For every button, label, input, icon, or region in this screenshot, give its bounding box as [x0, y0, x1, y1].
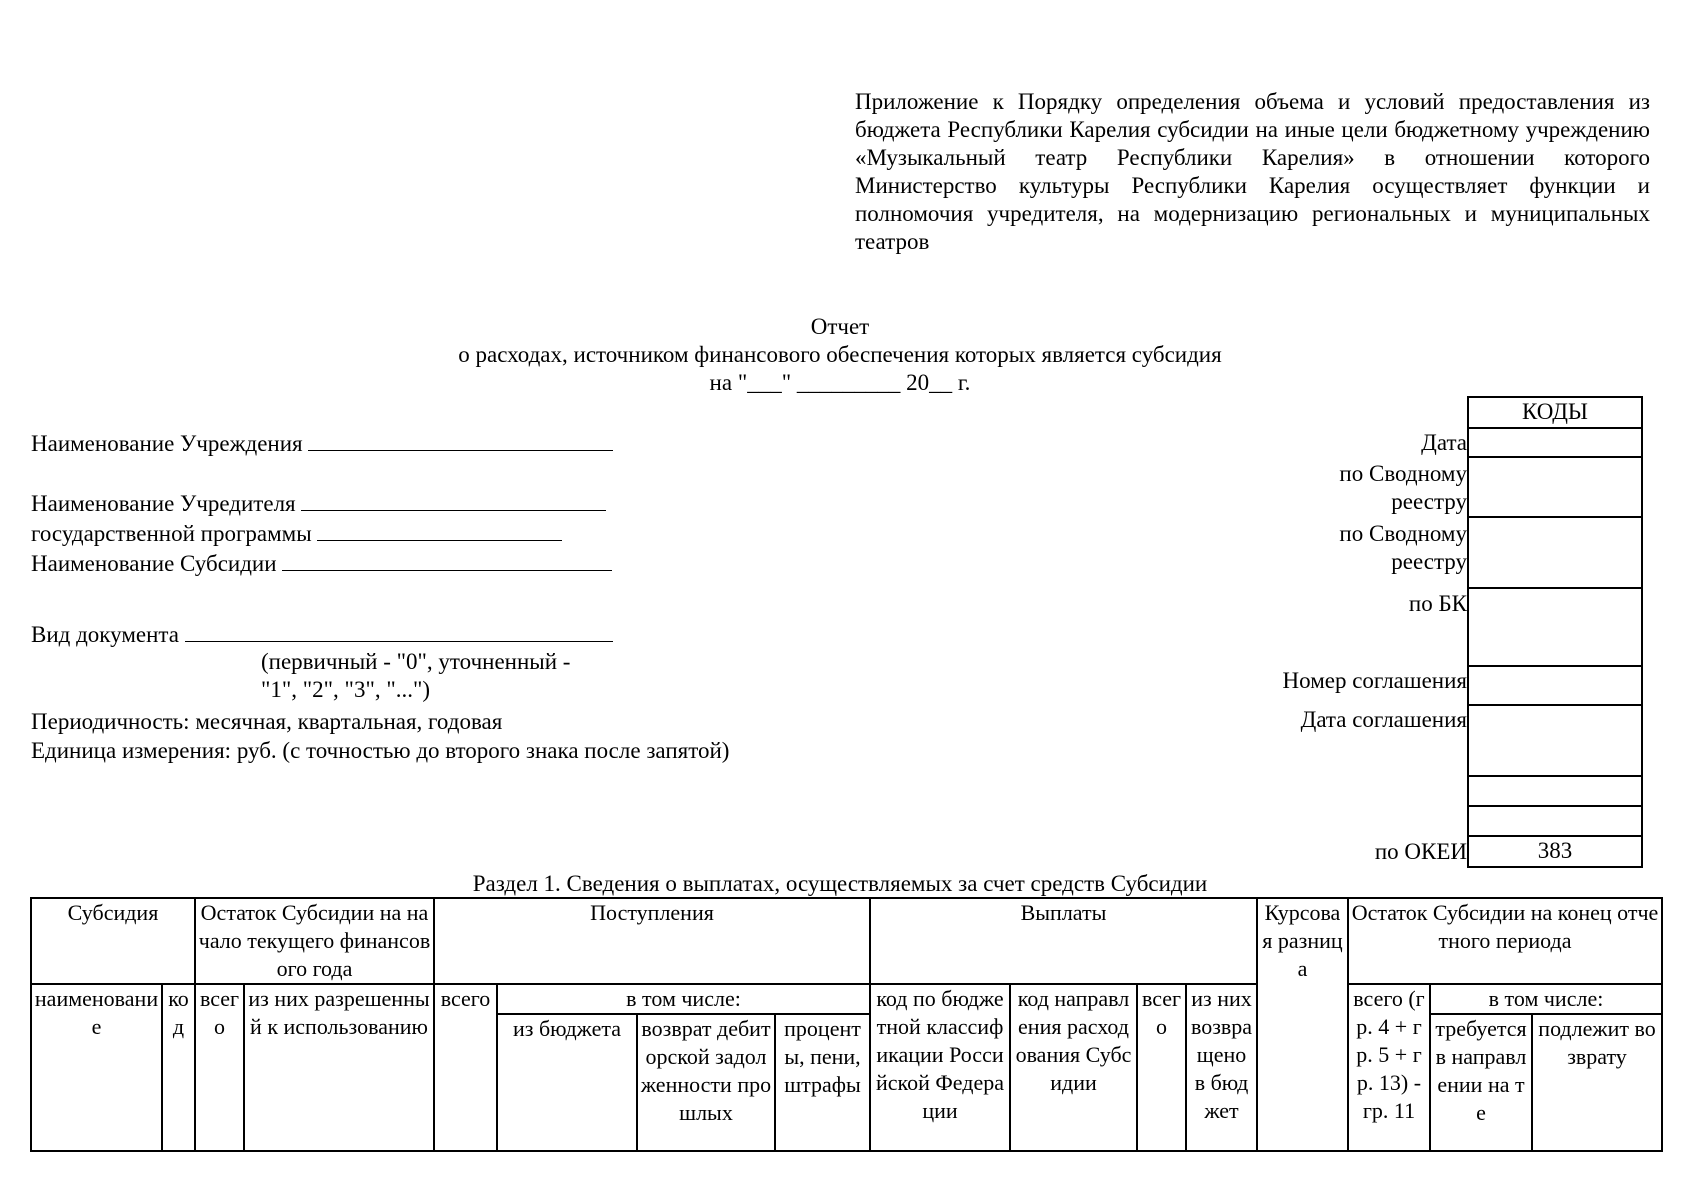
col-income: Поступления [434, 898, 870, 984]
registry-code-cell-1[interactable] [1469, 458, 1641, 518]
doc-type-hint-1: (первичный - "0", уточненный - [261, 649, 571, 674]
doc-type-blank[interactable] [185, 619, 613, 642]
bk-label: по БК [1408, 591, 1467, 616]
registry-code-cell-2[interactable] [1469, 518, 1641, 589]
col-to-return: подлежит возврату [1532, 1014, 1662, 1151]
col-penalties: проценты, пени, штрафы [775, 1014, 870, 1151]
date-code-cell[interactable] [1469, 429, 1641, 458]
periodicity-text: Периодичность: месячная, квартальная, годовая [31, 709, 503, 734]
okei-code-cell: 383 [1537, 838, 1573, 863]
report-subtitle: о расходах, источником финансового обеспечения которых является субсидия [458, 342, 1222, 367]
col-debt-return: возврат дебиторской задолженности прошлых [637, 1014, 775, 1151]
unit-text: Единица измерения: руб. (с точностью до второго знака после запятой) [31, 738, 730, 763]
col-subsidy: Субсидия [31, 898, 195, 984]
agreement-date-cell[interactable] [1469, 706, 1641, 777]
col-start-total: всего [195, 984, 244, 1151]
section-1-title: Раздел 1. Сведения о выплатах, осуществляемых за счет средств Субсидии [472, 871, 1208, 896]
founder-label: Наименование Учредителя [31, 491, 296, 516]
agreement-number-label: Номер соглашения [1282, 668, 1467, 693]
col-rest-end: Остаток Субсидии на конец отчетного периода [1348, 898, 1662, 984]
registry-label-1b: реестру [1391, 489, 1467, 514]
col-end-including: в том числе: [1430, 984, 1662, 1014]
col-returned: из них возвращено в бюджет [1186, 984, 1257, 1151]
col-end-total: всего (гр. 4 + гр. 5 + гр. 13) - гр. 11 [1348, 984, 1430, 1151]
col-direction-code: код направления расходования Субсидии [1010, 984, 1137, 1151]
col-income-total: всего [434, 984, 497, 1151]
report-title: Отчет [810, 314, 870, 339]
program-label: государственной программы [31, 521, 312, 546]
founder-blank[interactable] [301, 488, 606, 511]
subsidy-label: Наименование Субсидии [31, 551, 277, 576]
doc-type-label: Вид документа [31, 622, 179, 647]
bk-code-cell[interactable] [1469, 589, 1641, 667]
extra-code-cell-2[interactable] [1469, 807, 1641, 837]
col-payments: Выплаты [870, 898, 1257, 984]
doc-type-field [31, 619, 613, 649]
col-fx: Курсовая разница [1257, 898, 1348, 1151]
institution-blank[interactable] [308, 428, 613, 451]
col-pay-total: всего [1137, 984, 1186, 1151]
col-rest-start: Остаток Субсидии на начало текущего финансового года [195, 898, 434, 984]
program-field [31, 518, 562, 548]
agreement-date-label: Дата соглашения [1300, 707, 1467, 732]
subsidy-field [31, 548, 612, 578]
registry-label-2a: по Сводному [1339, 521, 1467, 546]
payments-table [30, 897, 1663, 1152]
codes-header: КОДЫ [1469, 398, 1641, 429]
col-income-including: в том числе: [497, 984, 870, 1014]
col-from-budget: из бюджета [497, 1014, 637, 1151]
registry-label-1a: по Сводному [1339, 461, 1467, 486]
table-header-row-1 [31, 898, 1662, 984]
col-bk-code: код по бюджетной классификации Российской Федерации [870, 984, 1010, 1151]
doc-type-hint-2: "1", "2", "3", "...") [261, 677, 431, 702]
okei-label: по ОКЕИ [1374, 839, 1467, 864]
col-code: код [162, 984, 195, 1151]
codes-box [1467, 396, 1643, 868]
institution-field [31, 428, 613, 458]
subsidy-blank[interactable] [282, 548, 612, 571]
extra-code-cell-1[interactable] [1469, 777, 1641, 807]
report-date-line: на "___" _________ 20__ г. [709, 370, 971, 395]
program-blank[interactable] [317, 518, 562, 541]
founder-field [31, 488, 606, 518]
table-header-row-2 [31, 984, 1662, 1014]
appendix-text: Приложение к Порядку определения объема и условий предоставления из бюджета Республики Карелия субсидии на иные цели бюджетному учреждению «Музыкальный театр Республики Карелия» в отношении которого Министерство культуры Республики Карелия осуществляет функции и полномочия учредителя, на модернизацию региональных и муниципальных театров [855, 89, 1650, 254]
institution-label: Наименование Учреждения [31, 431, 303, 456]
col-name: наименование [31, 984, 162, 1151]
col-allowed: из них разрешенный к использованию [244, 984, 434, 1151]
registry-label-2b: реестру [1391, 549, 1467, 574]
date-label: Дата [1421, 430, 1467, 455]
col-required: требуется в направлении на те [1430, 1014, 1532, 1151]
agreement-number-cell[interactable] [1469, 667, 1641, 706]
